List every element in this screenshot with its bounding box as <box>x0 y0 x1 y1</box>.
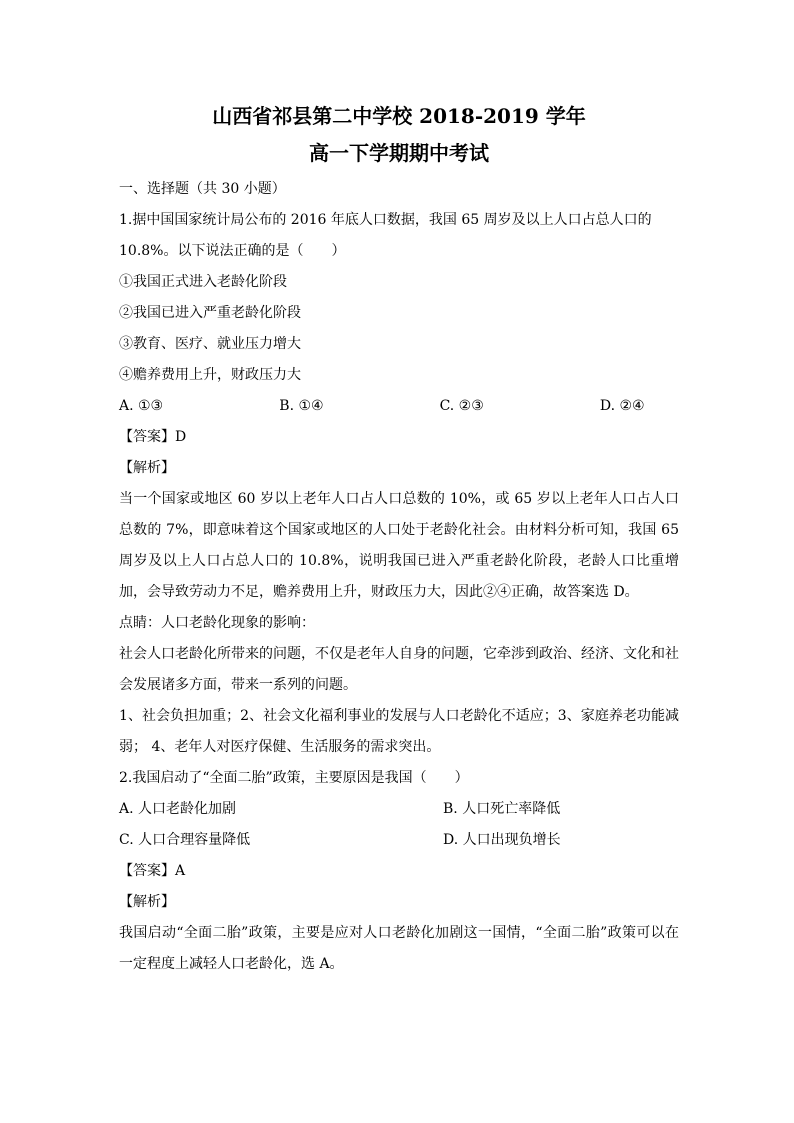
question-2-options-row2 <box>119 825 679 856</box>
option-b: B. ①④ <box>279 398 324 414</box>
question-1-comment-text: 社会人口老龄化所带来的问题，不仅是老年人自身的问题，它牵涉到政治、经济、文化和社会发展诸多方面，带来一系列的问题。 <box>119 646 679 693</box>
question-1-comment-list: 1、社会负担加重；2、社会文化福利事业的发展与人口老龄化不适应；3、家庭养老功能减弱； 4、老年人对医疗保健、生活服务的需求突出。 <box>119 708 679 755</box>
question-2 <box>119 763 679 980</box>
option-a: A. ①③ <box>119 398 164 414</box>
option-c: C. 人口合理容量降低 <box>119 832 251 848</box>
option-d: D. 人口出现负增长 <box>443 832 561 848</box>
question-2-stem: 2.我国启动了“全面二胎”政策，主要原因是我国（ ） <box>119 770 469 786</box>
statement-2: ②我国已进入严重老龄化阶段 <box>119 305 301 321</box>
statement-3: ③教育、医疗、就业压力增大 <box>119 336 301 352</box>
option-a: A. 人口老龄化加剧 <box>119 801 237 817</box>
question-1-answer: 【答案】D <box>119 429 187 445</box>
section-heading: 一、选择题（共 30 小题） <box>119 181 286 197</box>
question-1-stem-line1: 1.据中国国家统计局公布的 2016 年底人口数据，我国 65 周岁及以上人口占总人口的 <box>119 212 652 228</box>
document-content <box>119 98 679 980</box>
question-2-analysis: 我国启动“全面二胎”政策，主要是应对人口老龄化加剧这一国情，“全面二胎”政策可以在一定程度上减轻人口老龄化，选 A。 <box>119 925 679 972</box>
question-2-analysis-label: 【解析】 <box>119 894 175 910</box>
question-1 <box>119 205 679 763</box>
question-1-analysis-label: 【解析】 <box>119 460 175 476</box>
question-1-stem-line2: 10.8%。以下说法正确的是（ ） <box>119 243 346 259</box>
question-1-options <box>119 391 679 422</box>
option-b: B. 人口死亡率降低 <box>443 801 561 817</box>
statement-1: ①我国正式进入老龄化阶段 <box>119 274 287 290</box>
option-c: C. ②③ <box>439 398 484 414</box>
statement-4: ④赡养费用上升，财政压力大 <box>119 367 301 383</box>
question-1-comment-label: 点睛：人口老龄化现象的影响： <box>119 615 315 631</box>
document-subtitle: 高一下学期期中考试 <box>309 141 489 165</box>
document-title: 山西省祁县第二中学校 2018-2019 学年 <box>212 104 586 128</box>
question-2-options-row1 <box>119 794 679 825</box>
option-d: D. ②④ <box>599 398 645 414</box>
question-2-answer: 【答案】A <box>119 863 186 879</box>
question-1-analysis: 当一个国家或地区 60 岁以上老年人口占人口总数的 10%，或 65 岁以上老年人口占人口总数的 7%，即意味着这个国家或地区的人口处于老龄化社会。由材料分析可知，我国 65 周岁及以上人口占总人口的 10.8%，说明我国已进入严重老龄化阶段，老龄人口比重增加，会导致劳动力不足，赡养费用上升，财政压力大，因此②④正确，故答案选 D。 <box>119 491 679 600</box>
